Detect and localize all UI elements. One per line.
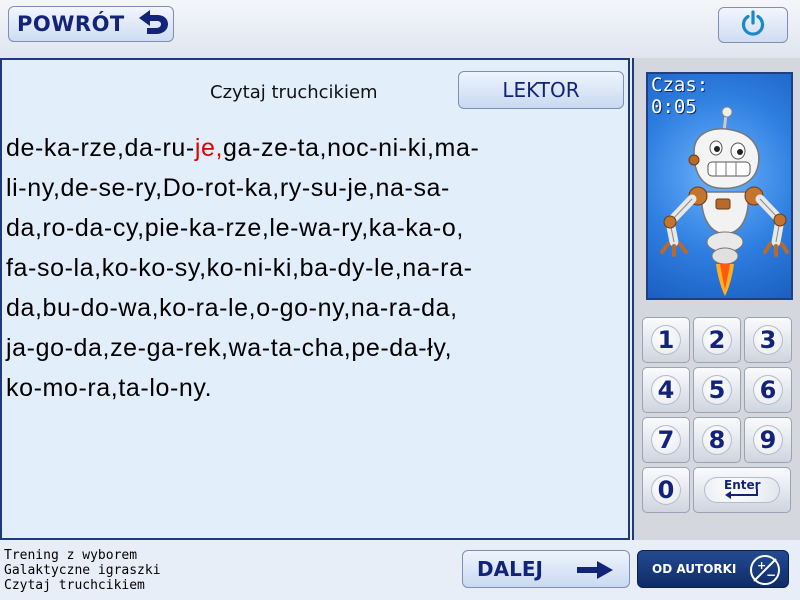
timer-label: Czas:: [651, 74, 709, 96]
reading-line: li-ny,de-se-ry,Do-rot-ka,ry-su-je,na-sa-: [6, 174, 450, 202]
reading-line: ko-mo-ra,ta-lo-ny.: [6, 374, 213, 402]
keypad-key-1[interactable]: [642, 317, 690, 363]
breadcrumb-item: Galaktyczne igraszki: [4, 563, 161, 578]
author-notes-button[interactable]: [637, 550, 789, 588]
reading-line: ja-go-da,ze-ga-rek,wa-ta-cha,pe-da-ły,: [6, 334, 453, 362]
enter-key-label: Enter: [724, 478, 761, 492]
next-button-label: DALEJ: [477, 557, 543, 581]
power-icon: [739, 9, 767, 41]
timer-value: 0:05: [651, 96, 697, 118]
keypad-enter-button[interactable]: [693, 467, 791, 513]
enter-key-face: [704, 477, 780, 503]
keypad-key-label: 2: [702, 325, 732, 355]
footer-bar: [0, 540, 800, 600]
reading-panel: [0, 58, 630, 540]
keypad-key-label: 8: [702, 425, 732, 455]
next-button[interactable]: [462, 550, 630, 588]
keypad-key-label: 0: [651, 475, 681, 505]
svg-text:+: +: [757, 559, 767, 572]
robot-mascot-image: [654, 104, 789, 299]
back-button[interactable]: [8, 6, 174, 42]
lektor-button[interactable]: LEKTOR: [458, 71, 624, 109]
keypad-key-3[interactable]: [744, 317, 792, 363]
keypad-key-7[interactable]: [642, 417, 690, 463]
reading-segment: ga-ze-ta,noc-ni-ki,ma-: [223, 134, 480, 162]
keypad-key-label: 5: [702, 375, 732, 405]
reading-segment: de-ka-rze,da-ru-: [6, 134, 195, 162]
svg-text:−: −: [766, 568, 777, 582]
keypad-key-2[interactable]: [693, 317, 741, 363]
keypad-key-5[interactable]: [693, 367, 741, 413]
keypad-key-8[interactable]: [693, 417, 741, 463]
keypad-key-label: 7: [651, 425, 681, 455]
keypad-key-4[interactable]: [642, 367, 690, 413]
undo-arrow-icon: [135, 7, 171, 41]
top-bar: [0, 0, 800, 58]
current-syllable-highlight: je,: [194, 134, 224, 162]
breadcrumb-item: Trening z wyborem: [4, 548, 138, 563]
keypad-key-label: 1: [651, 325, 681, 355]
keypad-key-label: 3: [753, 325, 783, 355]
right-panel: [632, 58, 800, 540]
reading-line: da,ro-da-cy,pie-ka-rze,le-wa-ry,ka-ka-o,: [6, 214, 464, 242]
breadcrumb-item: Czytaj truchcikiem: [4, 578, 145, 593]
breadcrumb: [4, 548, 161, 593]
keypad-key-label: 4: [651, 375, 681, 405]
enter-arrow-icon: [724, 489, 760, 499]
arrow-right-icon: [577, 561, 613, 579]
back-button-label: POWRÓT: [17, 12, 125, 36]
reading-line: fa-so-la,ko-ko-sy,ko-ni-ki,ba-dy-le,na-ra-: [6, 254, 473, 282]
timer-panel: [646, 72, 793, 300]
keypad-key-label: 9: [753, 425, 783, 455]
keypad-key-label: 6: [753, 375, 783, 405]
exercise-title: Czytaj truchcikiem: [210, 82, 378, 103]
keypad-key-6[interactable]: [744, 367, 792, 413]
power-button[interactable]: [718, 7, 788, 43]
reading-line: da,bu-do-wa,ko-ra-le,o-go-ny,na-ra-da,: [6, 294, 458, 322]
reading-line: [6, 128, 630, 168]
keypad-key-9[interactable]: [744, 417, 792, 463]
author-notes-label: OD AUTORKI: [652, 562, 737, 576]
keypad-key-0[interactable]: [642, 467, 690, 513]
calculator-icon: [748, 554, 782, 586]
reading-text: [6, 128, 630, 408]
